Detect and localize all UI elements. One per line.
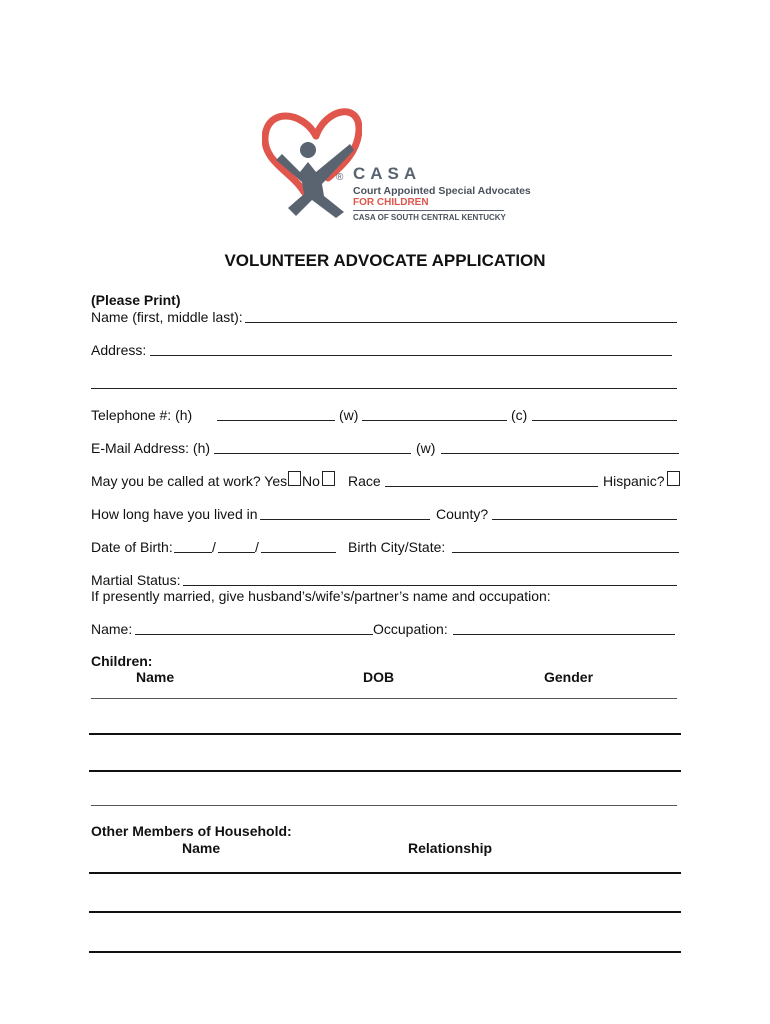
household-col-name: Name [182,840,221,856]
telephone-work-label: (w) [339,407,359,423]
logo-line-2: FOR CHILDREN [353,197,429,208]
children-row-3[interactable] [89,770,681,772]
name-field[interactable] [245,322,677,323]
called-at-work-label: May you be called at work? Yes [91,473,288,489]
telephone-work-field[interactable] [362,420,507,421]
dob-label: Date of Birth: [91,539,173,555]
page-title: VOLUNTEER ADVOCATE APPLICATION [224,251,546,270]
no-label: No [302,473,320,489]
dob-separator-2: / [255,539,259,555]
registered-mark: ® [336,172,344,183]
telephone-cell-field[interactable] [532,420,677,421]
email-work-field[interactable] [441,453,679,454]
household-row-1[interactable] [89,872,681,874]
hispanic-checkbox[interactable] [667,471,680,486]
race-field[interactable] [385,486,598,487]
how-long-field[interactable] [260,519,430,520]
birth-city-field[interactable] [452,552,679,553]
children-heading: Children: [91,653,153,669]
no-checkbox[interactable] [322,471,335,486]
name-label: Name (first, middle last): [91,309,243,325]
yes-checkbox[interactable] [288,471,301,486]
marital-status-field[interactable] [183,585,677,586]
occupation-field[interactable] [453,634,675,635]
email-work-label: (w) [416,440,436,456]
county-field[interactable] [492,519,677,520]
how-long-label: How long have you lived in [91,506,258,522]
children-col-name: Name [136,669,175,685]
household-row-3[interactable] [89,951,681,953]
casa-wordmark: CASA [353,164,422,183]
children-col-dob: DOB [363,669,395,685]
address-field-line-2[interactable] [91,388,677,389]
spouse-instruction: If presently married, give husband’s/wife’s/partner’s name and occupation: [91,588,551,604]
children-row-4[interactable] [91,805,677,806]
email-home-label: E-Mail Address: (h) [91,440,211,456]
telephone-home-label: Telephone #: (h) [91,407,193,423]
telephone-home-field[interactable] [217,420,335,421]
birth-city-label: Birth City/State: [348,539,446,555]
logo-divider [353,210,504,211]
race-label: Race [348,473,381,489]
household-col-relationship: Relationship [408,840,493,856]
spouse-name-label: Name: [91,621,133,637]
dob-year-field[interactable] [261,552,336,553]
casa-heart-figure-icon [262,100,362,218]
spouse-name-field[interactable] [135,634,373,635]
children-row-1[interactable] [91,698,677,699]
household-row-2[interactable] [89,911,681,913]
address-field-line-1[interactable] [150,355,672,356]
dob-separator-1: / [212,539,216,555]
children-col-gender: Gender [544,669,594,685]
dob-month-field[interactable] [174,552,212,553]
please-print-label: (Please Print) [91,292,181,308]
county-label: County? [436,506,489,522]
hispanic-label: Hispanic? [603,473,665,489]
casa-logo [262,100,531,230]
logo-line-3: CASA OF SOUTH CENTRAL KENTUCKY [353,213,506,222]
address-label: Address: [91,342,147,358]
household-heading: Other Members of Household: [91,823,292,839]
children-row-2[interactable] [89,733,681,735]
occupation-label: Occupation: [373,621,448,637]
dob-day-field[interactable] [218,552,255,553]
logo-line-1: Court Appointed Special Advocates [353,185,531,197]
telephone-cell-label: (c) [511,407,528,423]
email-home-field[interactable] [214,453,411,454]
marital-status-label: Martial Status: [91,572,181,588]
